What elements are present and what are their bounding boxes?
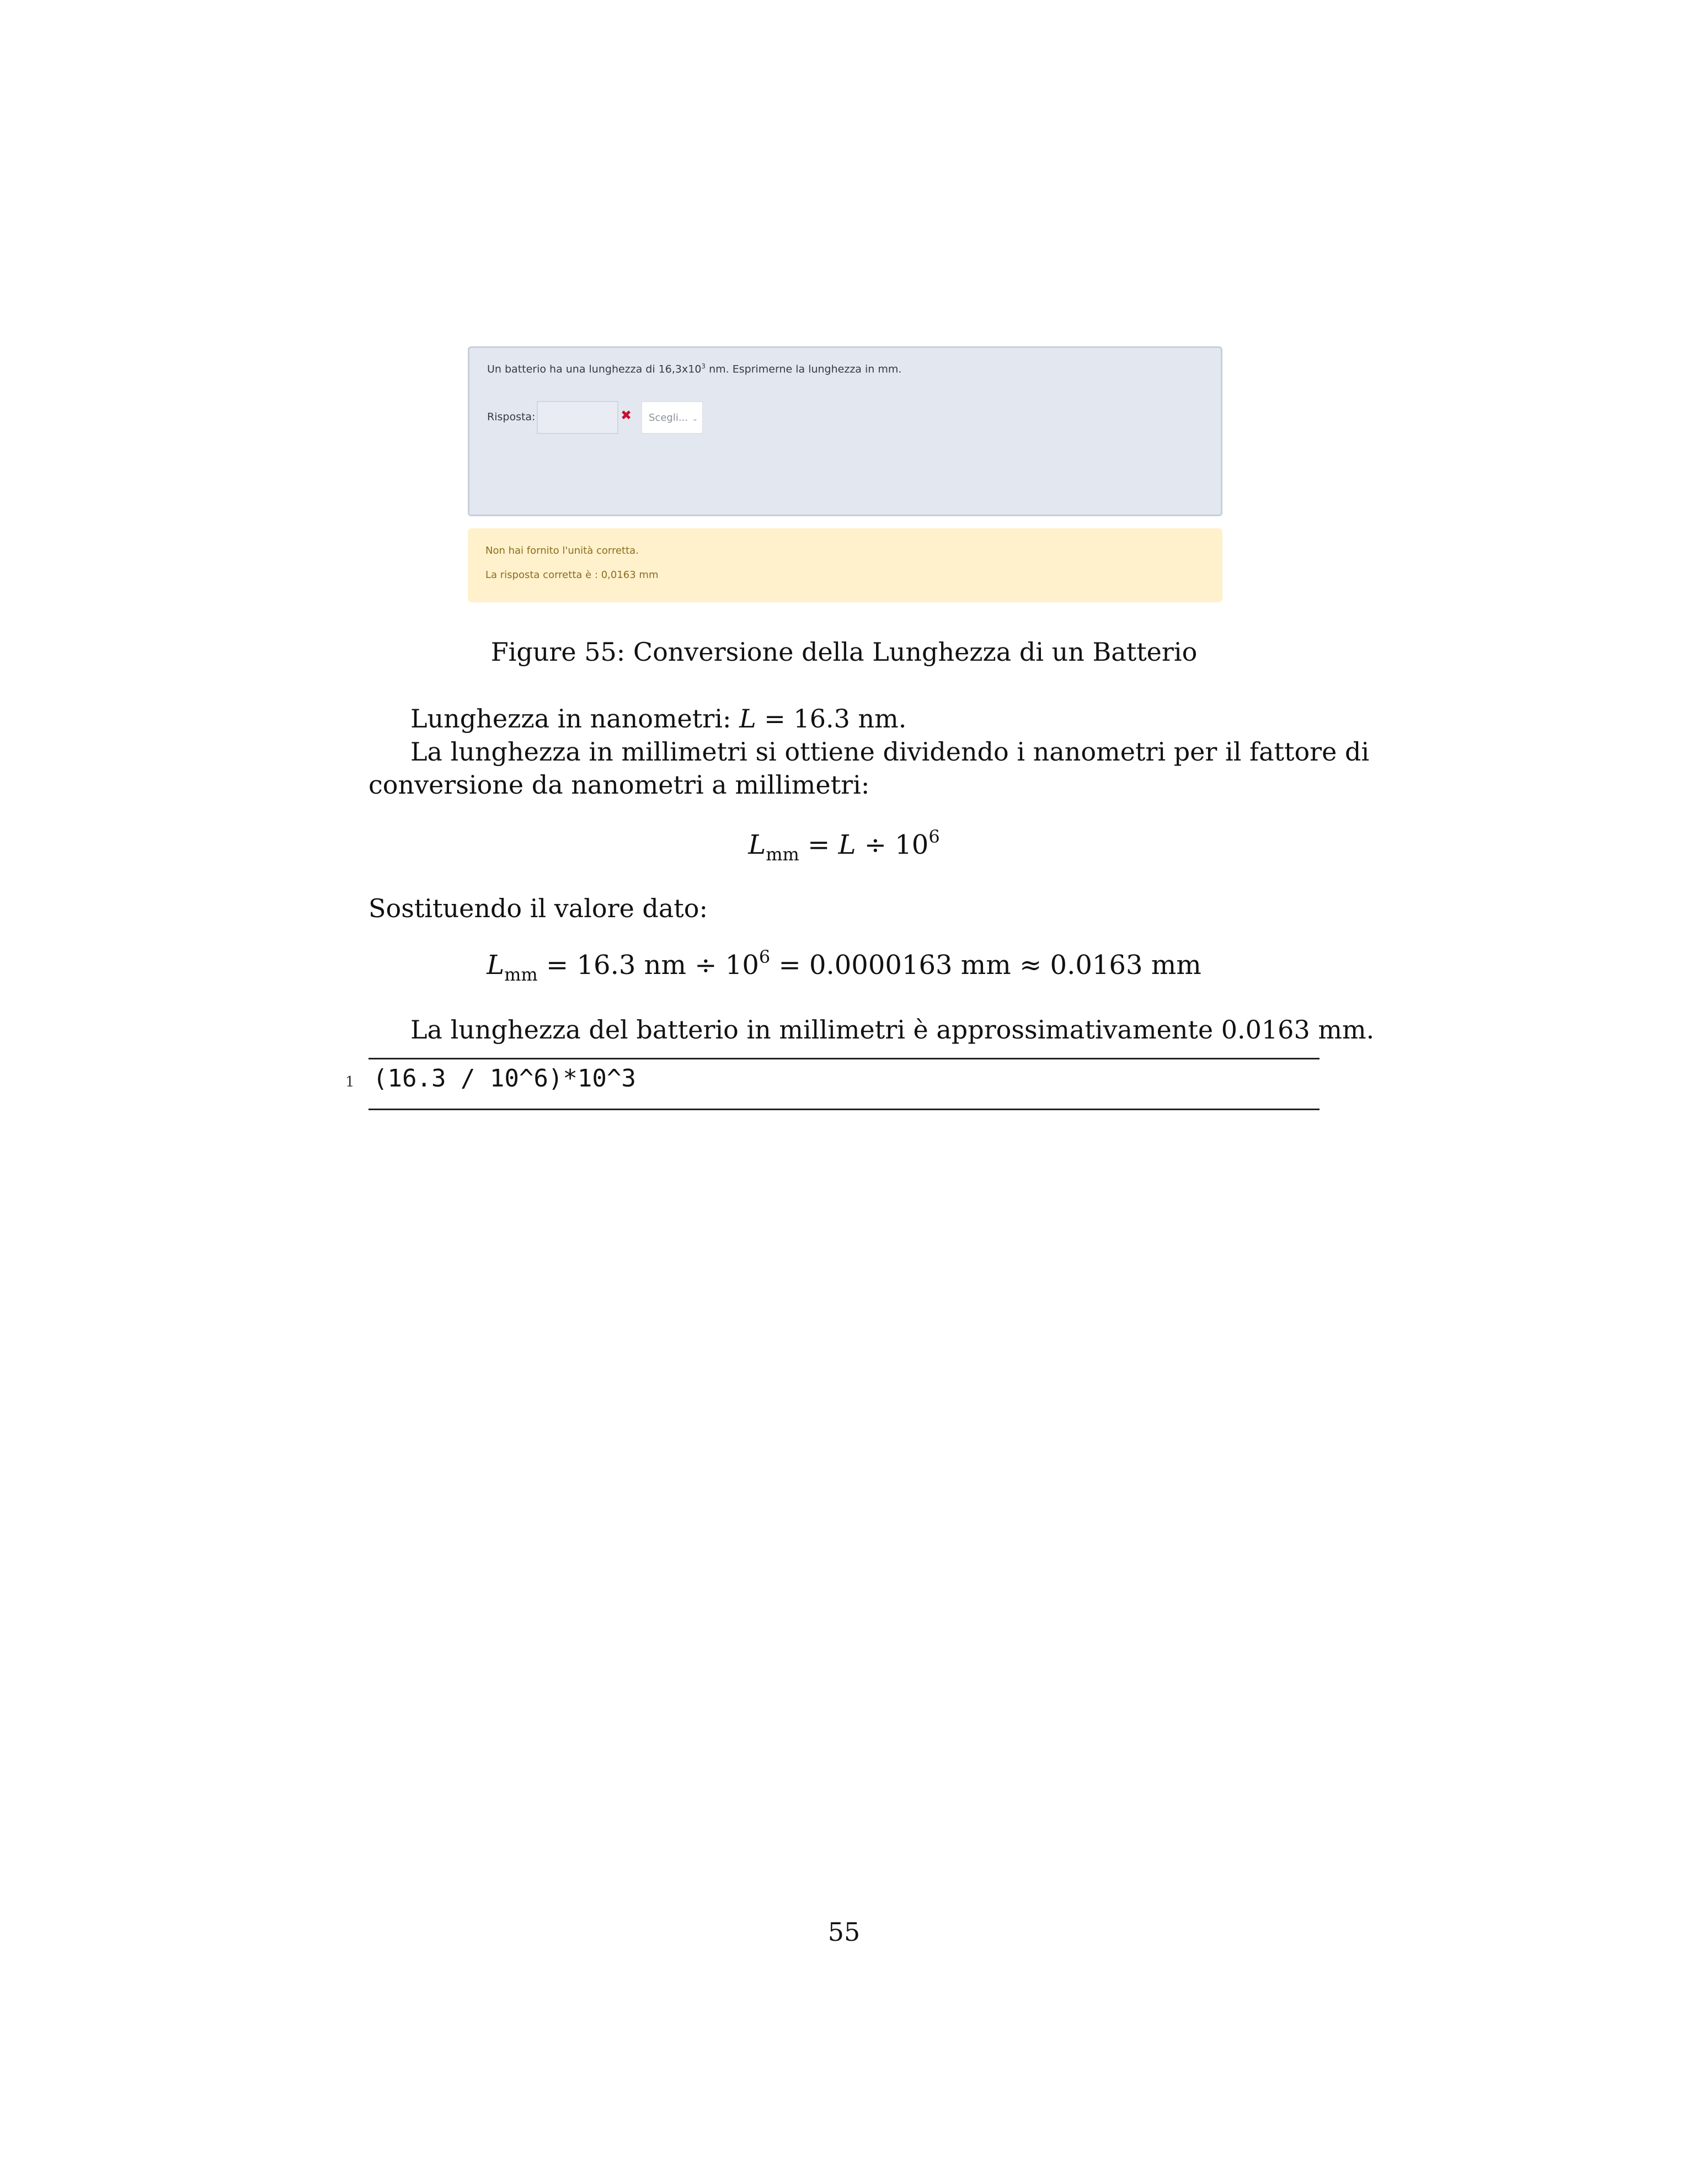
wrong-answer-icon: ✖	[621, 408, 632, 423]
unit-select[interactable]	[641, 401, 703, 434]
p1-text: Lunghezza in nanometri:	[410, 704, 740, 734]
question-exponent: 3	[701, 362, 706, 370]
p1-variable: L	[739, 704, 756, 734]
p1-value: = 16.3 nm.	[756, 704, 907, 734]
eq2-lhs-variable: L	[487, 950, 505, 981]
answer-label: Risposta:	[487, 411, 536, 423]
eq2-middle: = 16.3 nm ÷ 10	[537, 950, 759, 981]
answer-input[interactable]	[537, 401, 618, 434]
eq1-rhs: ÷ 10	[856, 829, 929, 860]
chevron-down-icon: ⌄	[692, 415, 698, 422]
eq2-exponent: 6	[758, 946, 771, 967]
paragraph-substitution: Sostituendo il valore dato:	[368, 893, 708, 923]
code-bottom-rule	[368, 1109, 1320, 1110]
quiz-panel	[468, 346, 1222, 516]
page-number: 55	[827, 1917, 861, 1947]
quiz-question	[487, 362, 901, 375]
eq1-lhs-subscript: mm	[766, 844, 799, 865]
question-text-end: nm. Esprimerne la lunghezza in mm.	[706, 363, 902, 376]
question-text: Un batterio ha una lunghezza di 16,3x10	[487, 363, 702, 376]
paragraph-length-nm	[410, 704, 906, 734]
code-top-rule	[368, 1058, 1320, 1059]
paragraph-conclusion: La lunghezza del batterio in millimetri è approssimativamente 0.0163 mm.	[410, 1015, 1375, 1045]
equation-substituted	[0, 946, 1688, 985]
feedback-alert	[468, 528, 1222, 602]
equation-conversion	[0, 826, 1688, 865]
eq2-result: = 0.0000163 mm ≈ 0.0163 mm	[770, 950, 1201, 981]
figure-caption: Figure 55: Conversione della Lunghezza di un Batterio	[490, 637, 1198, 667]
paragraph-conversion-line1: La lunghezza in millimetri si ottiene dividendo i nanometri per il fattore di	[410, 737, 1370, 767]
unit-select-placeholder: Scegli...	[649, 412, 688, 424]
eq1-exponent: 6	[928, 826, 940, 847]
eq1-lhs-variable: L	[748, 829, 766, 860]
code-line-number: 1	[345, 1074, 355, 1090]
paragraph-conversion-line2: conversione da nanometri a millimetri:	[368, 770, 870, 800]
eq1-equals: =	[799, 829, 838, 860]
code-line: (16.3 / 10^6)*10^3	[373, 1064, 636, 1093]
eq2-lhs-subscript: mm	[504, 964, 538, 985]
correct-answer-message: La risposta corretta è : 0,0163 mm	[485, 569, 659, 581]
unit-error-message: Non hai fornito l'unità corretta.	[485, 545, 639, 556]
eq1-rhs-variable: L	[838, 829, 856, 860]
